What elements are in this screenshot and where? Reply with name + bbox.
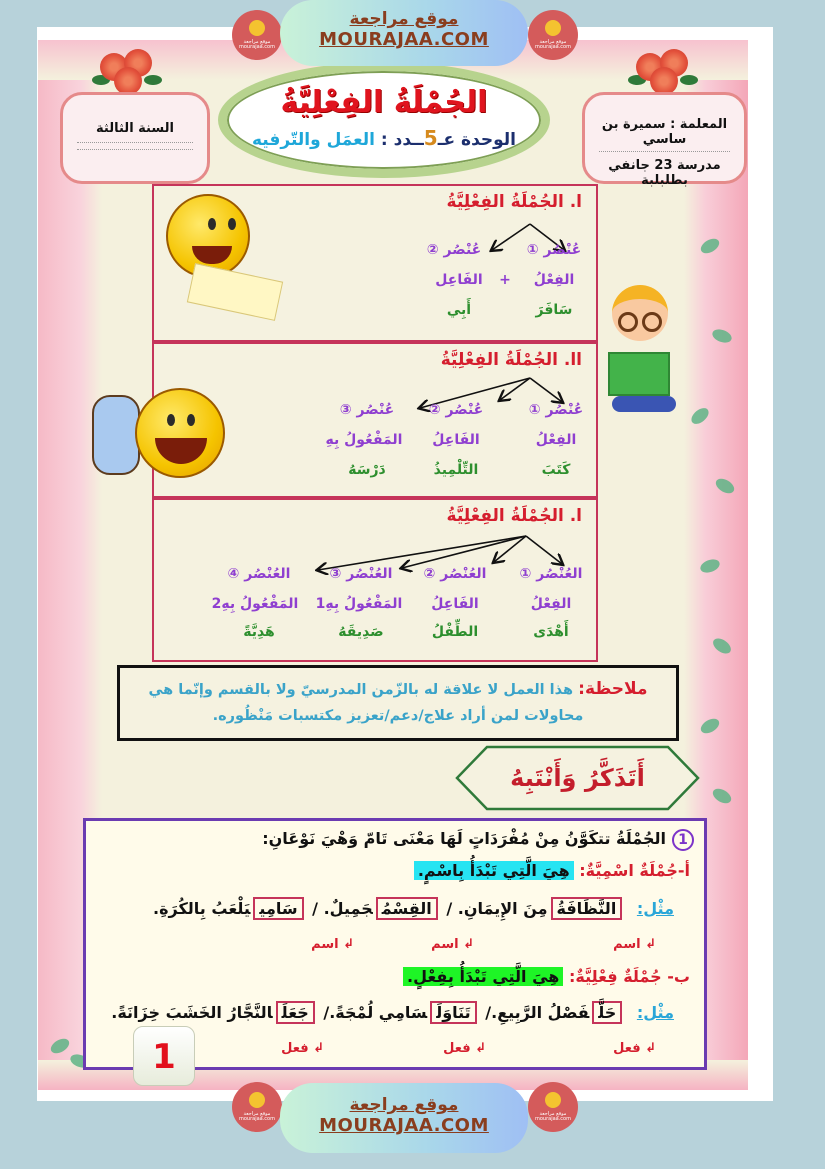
site-logo-icon[interactable]: موقع مراجعة mourajaa.com — [528, 10, 578, 60]
backpack-icon — [92, 395, 140, 475]
unit-number: 5 — [423, 126, 438, 150]
role-object-2: المَفْعُولُ بِهِ2 — [211, 596, 299, 612]
section-verbal-sentence-two-objects — [152, 498, 598, 662]
site-logo-icon[interactable]: موقع مراجعة mourajaa.com — [232, 1082, 282, 1132]
nominal-definition-text: هِيَ الَّتِي تَبْدَأُ بِاسْمٍ. — [414, 861, 574, 880]
noun-tag: ↲ اسم — [431, 937, 474, 952]
note-text: هذا العمل لا علاقة له بالزّمن المدرسيّ ولا بالقسم وإنّما هي محاولات لمن أراد علاج/دعم/تعزيز مكتسبات مَنْظُوره. — [148, 682, 584, 724]
example-object: دَرْسَهُ — [348, 462, 386, 478]
nominal-label: أ-جُمْلَةٌ اسْمِيَّةٌ: — [579, 861, 690, 880]
rule-intro: 1الجُمْلَةُ تتكَوَّنُ مِنْ مُفْرَدَاتٍ لَهَا مَعْنَى تَامّ وَهْيَ نَوْعَانِ: — [262, 829, 694, 851]
example-verb: أَهْدَى — [533, 624, 569, 640]
element-1: عُنْصُر ① — [526, 242, 582, 258]
verb-tag: ↲ فعل — [613, 1041, 656, 1056]
role-subject: الفَاعِلُ — [431, 596, 479, 612]
element-4: العُنْصُر ④ — [227, 566, 291, 582]
roses-decoration-icon — [628, 45, 698, 95]
element-2: عُنْصُر ② — [428, 402, 484, 418]
happy-smiley-icon — [135, 388, 225, 478]
grade-frame — [60, 92, 210, 184]
page-number: 1 — [133, 1026, 195, 1086]
role-object: المَفْعُولُ بِهِ — [325, 432, 403, 448]
element-1: عُنْصُر ① — [528, 402, 584, 418]
nominal-definition — [414, 861, 690, 880]
site-logo-icon[interactable]: موقع مراجعة mourajaa.com — [232, 10, 282, 60]
site-domain[interactable]: MOURAJAA.COM — [319, 1115, 489, 1136]
role-subject: الفَاعِل — [435, 272, 483, 288]
role-verb: الفِعْلُ — [533, 272, 575, 288]
section-basic-verbal-sentence — [152, 184, 598, 342]
verbal-examples: مثْل: حَلَّفَصْلُ الرَّبِيعِ./ تَنَاوَلَسَامِي لُمْجَةً./ جَعَلَالنَّجَّارُ الخَشَبَ خِزَانَةً. — [111, 1003, 674, 1022]
remember-title: أَتَذَكَّرُ وَأَنْتَبِهُ — [510, 764, 645, 792]
example-object-2: هَدِيَّةً — [243, 624, 275, 640]
section-heading: ا. الجُمْلَةُ الفِعْلِيَّةُ — [446, 506, 582, 526]
plus-sign: + — [499, 272, 511, 288]
example-verb: كَتَبَ — [541, 462, 571, 478]
roses-decoration-icon — [92, 45, 162, 95]
role-subject: الفَاعِلُ — [432, 432, 480, 448]
remember-banner — [455, 745, 700, 811]
role-verb: الفِعْلُ — [530, 596, 572, 612]
rule-number-badge: 1 — [672, 829, 694, 851]
site-logo-icon[interactable]: موقع مراجعة mourajaa.com — [528, 1082, 578, 1132]
note-box — [117, 665, 679, 741]
element-2: عُنْصُر ② — [426, 242, 482, 258]
example-subject: التِّلْمِيذُ — [433, 462, 479, 478]
site-link-top[interactable] — [280, 0, 528, 66]
example-verb: سَافَرَ — [535, 302, 573, 318]
nominal-examples: مثْل: النَّظَافَةُمِنَ الإِيمَانِ. / القِسْمُجَمِيلٌ. / سَامِييَلْعَبُ بِالكُرَةِ. — [153, 899, 674, 918]
unit-theme: العمَل والتّرفيه — [251, 130, 375, 150]
section-heading: اا. الجُمْلَةُ الفِعْلِيَّةُ — [440, 350, 582, 370]
example-subject: أَبِي — [446, 302, 472, 318]
unit-line: الوحدة عـ5ــدد : العمَل والتّرفيه — [251, 126, 517, 150]
verbal-label: ب- جُمْلَةٌ فِعْلِيَّةٌ: — [568, 967, 690, 986]
teacher-frame — [582, 92, 747, 188]
title-oval — [218, 62, 550, 178]
noun-tag: ↲ اسم — [613, 937, 656, 952]
element-3: عُنْصُر ③ — [339, 402, 395, 418]
example-object-1: صَدِيقَهُ — [338, 624, 384, 640]
site-arabic-name[interactable]: موقع مراجعة — [349, 9, 459, 29]
grade-label: السنة الثالثة — [96, 121, 174, 136]
site-link-bottom[interactable] — [280, 1083, 528, 1153]
teacher-name: المعلمة : سميرة بن ساسي — [601, 117, 728, 147]
role-verb: الفِعْلُ — [535, 432, 577, 448]
school-name: مدرسة 23 جانفي بطلبلبة — [608, 158, 721, 188]
section-heading: ا. الجُمْلَةُ الفِعْلِيَّةُ — [446, 192, 582, 212]
note-label: ملاحظة: — [578, 679, 648, 699]
site-domain[interactable]: MOURAJAA.COM — [319, 29, 489, 50]
element-3: العُنْصُر ③ — [329, 566, 393, 582]
element-2: العُنْصُر ② — [423, 566, 487, 582]
element-1: العُنْصُر ① — [519, 566, 583, 582]
noun-tag: ↲ اسم — [311, 937, 354, 952]
role-object-1: المَفْعُولُ بِهِ1 — [315, 596, 403, 612]
verbal-definition — [403, 967, 690, 986]
verb-tag: ↲ فعل — [443, 1041, 486, 1056]
page-title: الجُمْلَةُ الفِعْلِيَّةُ — [280, 85, 488, 120]
example-subject: الطِّفْلُ — [431, 624, 479, 640]
verbal-definition-text: هِيَ الَّتِي تَبْدَأُ بِفِعْلٍ. — [403, 967, 563, 986]
site-arabic-name[interactable]: موقع مراجعة — [349, 1095, 459, 1115]
verb-tag: ↲ فعل — [281, 1041, 324, 1056]
